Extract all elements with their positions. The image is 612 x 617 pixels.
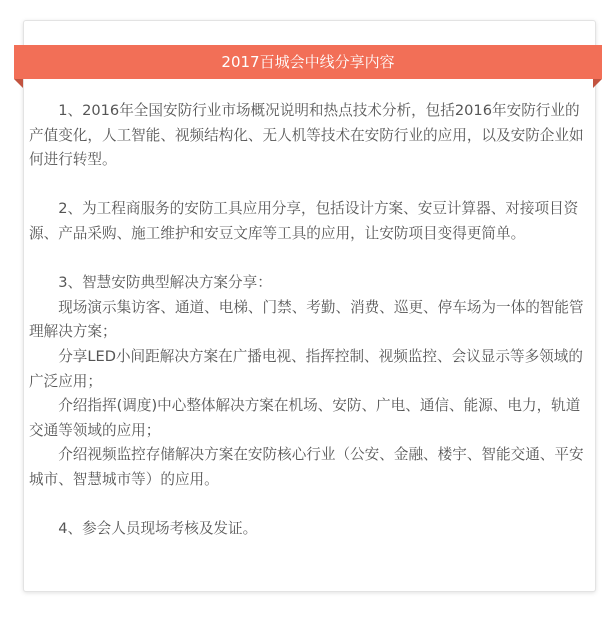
item-3-point: 介绍指挥(调度)中心整体解决方案在机场、安防、广电、通信、能源、电力，轨道交通等领域的应用；	[29, 397, 581, 439]
item-3-point: 介绍视频监控存储解决方案在安防核心行业（公安、金融、楼宇、智能交通、平安城市、智慧城市等）的应用。	[29, 446, 584, 488]
title-ribbon	[14, 45, 602, 79]
ribbon-title: 2017百城会中线分享内容	[221, 53, 395, 71]
item-3-point: 现场演示集访客、通道、电梯、门禁、考勤、消费、巡更、停车场为一体的智能管理解决方案；	[29, 298, 584, 341]
item-4: 4、参会人员现场考核及发证。	[58, 520, 258, 538]
item-3-point: 分享LED小间距解决方案在广播电视、指挥控制、视频监控、会议显示等多领域的广泛应用；	[29, 347, 583, 390]
ribbon-fold-left	[14, 79, 23, 88]
ribbon-fold-right	[593, 79, 602, 88]
item-3	[29, 271, 594, 492]
item-1: 1、2016年全国安防行业市场概况说明和热点技术分析，包括2016年安防行业的产值变化，人工智能、视频结构化、无人机等技术在安防行业的应用，以及安防企业如何进行转型。	[29, 102, 584, 169]
item-2: 2、为工程商服务的安防工具应用分享，包括设计方案、安豆计算器、对接项目资源、产品采购、施工维护和安豆文库等工具的应用，让安防项目变得更简单。	[29, 200, 579, 242]
item-3-heading: 3、智慧安防典型解决方案分享：	[58, 274, 272, 292]
content-body	[29, 99, 594, 542]
